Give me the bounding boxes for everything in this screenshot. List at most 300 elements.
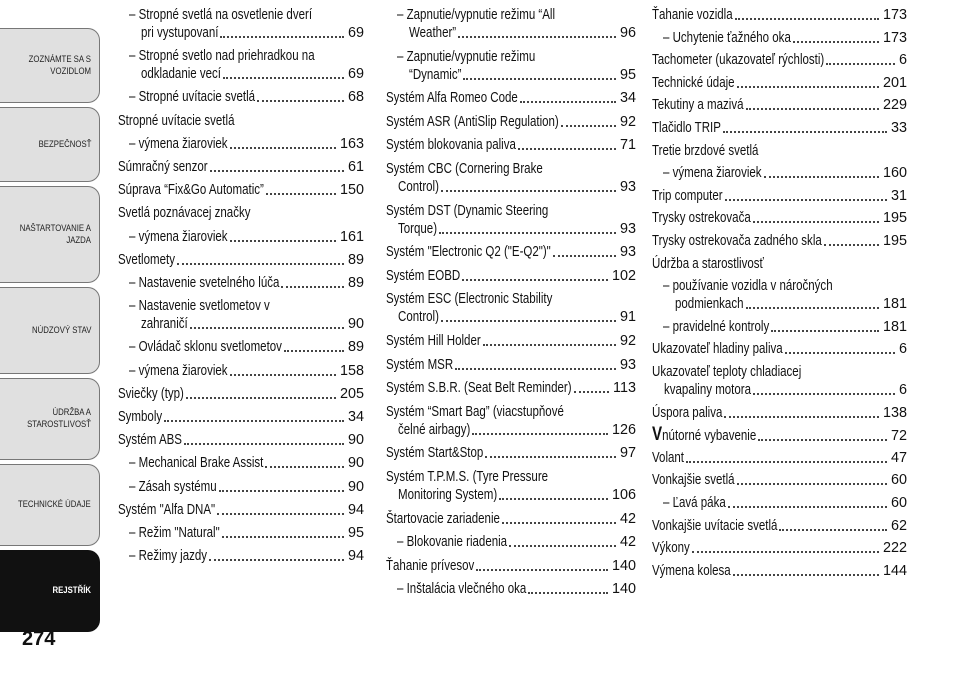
entry-line — [118, 297, 364, 315]
tab-label: TECHNICKÉ ÚDAJE — [18, 499, 91, 510]
entry-text: – Stropné uvítacie svetlá — [129, 89, 256, 106]
page-ref[interactable]: 71 — [619, 137, 636, 154]
entry-line — [652, 187, 907, 205]
page-ref[interactable]: 195 — [882, 233, 907, 249]
entry-text: – výmena žiaroviek — [129, 135, 228, 152]
entry-text: Systém “Smart Bag” (viacstupňové — [386, 403, 564, 420]
page-ref[interactable]: 31 — [890, 187, 907, 204]
entry-line — [118, 478, 364, 496]
index-entry — [118, 297, 364, 333]
page-ref[interactable]: 89 — [347, 251, 364, 268]
entry-text: – Stropné svetlo nad priehradkou na — [129, 48, 315, 65]
entry-line — [652, 119, 907, 137]
entry-text: Svetlomety — [118, 251, 175, 268]
page-ref[interactable]: 106 — [611, 487, 636, 503]
page-ref[interactable]: 90 — [347, 316, 364, 333]
page-ref[interactable]: 97 — [619, 445, 636, 462]
page-ref[interactable]: 94 — [347, 548, 364, 565]
tab-label: BEZPEČNOSŤ — [38, 138, 91, 150]
page-ref[interactable]: 93 — [619, 179, 636, 195]
entry-text: Monitoring System) — [398, 487, 498, 503]
leader-dots — [217, 513, 344, 515]
entry-line — [118, 181, 364, 199]
leader-dots — [502, 522, 616, 524]
entry-line — [652, 277, 907, 295]
entry-text: Údržba a starostlivosť — [652, 255, 764, 272]
entry-line — [652, 255, 907, 273]
leader-dots — [462, 279, 608, 281]
entry-line — [118, 408, 364, 426]
page-ref[interactable]: 90 — [347, 455, 364, 472]
leader-dots — [746, 307, 879, 309]
leader-dots — [779, 529, 887, 531]
entry-line — [652, 164, 907, 182]
index-entry — [386, 6, 636, 42]
leader-dots — [441, 190, 616, 192]
entry-text: – Zásah systému — [129, 478, 217, 495]
entry-line — [652, 209, 907, 227]
leader-dots — [284, 350, 344, 352]
leader-dots — [826, 63, 895, 65]
leader-dots — [561, 125, 616, 127]
entry-line — [652, 142, 907, 160]
index-entry — [386, 243, 636, 261]
entry-text: – Nastavenie svetelného lúča — [129, 275, 280, 291]
page-ref[interactable]: 93 — [619, 356, 636, 373]
entry-line — [386, 308, 636, 326]
index-entry — [652, 562, 907, 580]
entry-line — [652, 232, 907, 250]
index-entry — [118, 47, 364, 83]
entry-text: Vonkajšie svetlá — [652, 472, 735, 489]
tab-safety[interactable] — [0, 107, 100, 182]
leader-dots — [686, 461, 887, 463]
entry-text: – Blokovanie riadenia — [397, 534, 508, 551]
page-ref[interactable]: 126 — [611, 421, 636, 438]
index-entry — [652, 318, 907, 336]
index-entry — [386, 510, 636, 528]
entry-text: Ťahanie vozidla — [652, 7, 733, 23]
index-entry — [118, 274, 364, 292]
entry-text: Tekutiny a mazivá — [652, 97, 744, 114]
page-ref[interactable]: 60 — [890, 495, 907, 511]
entry-line — [652, 449, 907, 467]
page-ref[interactable]: 181 — [882, 296, 907, 313]
entry-text: Systém S.B.R. (Seat Belt Reminder) — [386, 380, 572, 397]
entry-text: Systém "Alfa DNA" — [118, 501, 216, 518]
leader-dots — [222, 536, 344, 538]
leader-dots — [764, 176, 879, 178]
entry-text: Tretie brzdové svetlá — [652, 142, 759, 159]
entry-line — [652, 6, 907, 24]
leader-dots — [265, 466, 344, 468]
page-ref[interactable]: 95 — [347, 525, 364, 541]
page-ref[interactable]: 6 — [898, 341, 907, 358]
entry-text: Control) — [398, 309, 439, 326]
page-ref[interactable]: 47 — [890, 449, 907, 466]
leader-dots — [737, 86, 879, 88]
entry-text: Technické údaje — [652, 74, 735, 91]
index-entry — [386, 160, 636, 196]
page-ref[interactable]: 181 — [882, 318, 907, 335]
entry-line — [118, 88, 364, 106]
leader-dots — [724, 416, 879, 418]
tab-technical-data[interactable] — [0, 464, 100, 546]
index-entry — [118, 478, 364, 496]
page-ref[interactable]: 61 — [347, 159, 364, 175]
entry-line — [652, 363, 907, 381]
section-tabs — [0, 0, 104, 686]
entry-text: – výmena žiaroviek — [129, 362, 228, 379]
index-entry — [652, 96, 907, 114]
page-ref[interactable]: 158 — [339, 362, 364, 379]
index-entry — [386, 267, 636, 285]
entry-text: Systém ESC (Electronic Stability — [386, 291, 553, 308]
entry-text: Systém "Electronic Q2 ("E-Q2")" — [386, 244, 551, 261]
leader-dots — [725, 199, 887, 201]
index-entry — [386, 403, 636, 439]
page-ref[interactable]: 90 — [347, 478, 364, 495]
page-ref[interactable]: 33 — [890, 120, 907, 136]
entry-text: Systém ABS — [118, 432, 182, 449]
leader-dots — [210, 170, 344, 172]
entry-line — [652, 517, 907, 535]
page-number: 274 — [22, 628, 56, 650]
page-ref[interactable]: 68 — [347, 89, 364, 106]
entry-text: Súmračný senzor — [118, 159, 208, 175]
index-entry — [386, 332, 636, 350]
entry-line — [118, 158, 364, 176]
leader-dots — [220, 36, 344, 38]
tab-label: ZOZNÁMTE SA S VOZIDLOM — [28, 53, 92, 77]
index-entry — [652, 471, 907, 489]
index-entry — [652, 74, 907, 92]
entry-line — [386, 468, 636, 486]
page-ref[interactable]: 92 — [619, 333, 636, 349]
index-entry — [386, 533, 636, 551]
entry-text: zahraničí — [141, 316, 188, 333]
page-ref[interactable]: 34 — [347, 409, 364, 425]
entry-line — [118, 385, 364, 403]
index-entry — [118, 338, 364, 356]
entry-line — [118, 524, 364, 542]
leader-dots — [230, 374, 336, 376]
entry-line — [118, 251, 364, 269]
entry-line — [652, 74, 907, 92]
index-entry — [386, 580, 636, 598]
entry-text: Trysky ostrekovača zadného skla — [652, 233, 822, 249]
leader-dots — [184, 443, 344, 445]
entry-text: – Mechanical Brake Assist — [129, 455, 264, 472]
page-ref[interactable]: 62 — [890, 517, 907, 534]
page-ref[interactable]: 102 — [611, 267, 636, 284]
index-entry — [652, 6, 907, 24]
entry-line — [386, 220, 636, 238]
entry-text: Súprava “Fix&Go Automatic” — [118, 182, 264, 199]
entry-line — [118, 135, 364, 153]
entry-line — [386, 160, 636, 178]
entry-line — [386, 136, 636, 154]
entry-line — [652, 539, 907, 557]
leader-dots — [509, 545, 616, 547]
index-entry — [118, 228, 364, 246]
leader-dots — [692, 551, 879, 553]
page-ref[interactable]: 173 — [882, 29, 907, 46]
entry-line — [386, 557, 636, 575]
page-ref[interactable]: 113 — [613, 380, 636, 397]
entry-line — [386, 379, 636, 397]
entry-text: – Inštalácia vlečného oka — [397, 581, 527, 598]
leader-dots — [499, 498, 608, 500]
index-entry — [118, 6, 364, 42]
leader-dots — [186, 397, 336, 399]
leader-dots — [746, 108, 879, 110]
tab-vehicle[interactable] — [0, 28, 100, 103]
page-ref[interactable]: 42 — [619, 534, 636, 551]
entry-line — [386, 356, 636, 374]
entry-line — [118, 431, 364, 449]
entry-text: – výmena žiaroviek — [663, 165, 762, 182]
tab-starting-driving[interactable] — [0, 186, 100, 283]
entry-text: Systém ASR (AntiSlip Regulation) — [386, 113, 559, 130]
index-entry — [652, 232, 907, 250]
leader-dots — [735, 18, 879, 20]
leader-dots — [257, 100, 344, 102]
entry-text: – Nastavenie svetlometov v — [129, 298, 270, 315]
entry-line — [386, 24, 636, 42]
page-ref[interactable]: 138 — [882, 404, 907, 421]
leader-dots — [455, 368, 616, 370]
entry-text: – pravidelné kontroly — [663, 318, 770, 335]
entry-line — [386, 403, 636, 421]
leader-dots — [219, 490, 344, 492]
entry-text: – Zapnutie/vypnutie režimu “All — [397, 7, 556, 23]
entry-text: “Dynamic” — [409, 66, 462, 83]
entry-line — [652, 562, 907, 580]
index-entry — [652, 119, 907, 137]
entry-text: Systém blokovania paliva — [386, 137, 516, 154]
leader-dots — [281, 286, 344, 288]
entry-text: Tachometer (ukazovateľ rýchlosti) — [652, 52, 825, 69]
entry-text: Štartovacie zariadenie — [386, 510, 500, 527]
index-entry — [118, 547, 364, 565]
entry-text: pri vystupovaní — [141, 25, 219, 41]
entry-text: Ukazovateľ hladiny paliva — [652, 341, 783, 358]
entry-line — [652, 340, 907, 358]
page-ref[interactable]: 6 — [898, 52, 907, 69]
leader-dots — [723, 131, 887, 133]
index-entry — [652, 340, 907, 358]
entry-text: Systém T.P.M.S. (Tyre Pressure — [386, 469, 549, 485]
leader-dots — [458, 36, 616, 38]
leader-dots — [753, 221, 879, 223]
entry-text: – používanie vozidla v náročných — [663, 278, 833, 295]
index-entry — [118, 112, 364, 130]
index-entry — [118, 251, 364, 269]
tab-maintenance[interactable] — [0, 378, 100, 460]
entry-line — [118, 315, 364, 333]
page-ref[interactable]: 161 — [339, 228, 364, 245]
page-ref[interactable]: 92 — [619, 113, 636, 130]
page-ref[interactable]: 72 — [890, 428, 907, 445]
page-ref[interactable]: 91 — [619, 309, 636, 326]
index-entry — [386, 444, 636, 462]
entry-line — [652, 381, 907, 399]
entry-line — [386, 486, 636, 504]
entry-text: Weather” — [409, 25, 457, 41]
leader-dots — [164, 420, 344, 422]
entry-line — [386, 533, 636, 551]
entry-line — [652, 404, 907, 422]
tab-index[interactable] — [0, 550, 100, 632]
entry-text: – Ľavá páka — [663, 495, 726, 511]
entry-line — [652, 318, 907, 336]
page-ref[interactable]: 96 — [619, 25, 636, 41]
index-entry — [386, 290, 636, 326]
entry-line — [386, 113, 636, 131]
entry-line — [386, 243, 636, 261]
entry-text: Svetlá poznávacej značky — [118, 205, 251, 222]
index-entry — [652, 29, 907, 47]
leader-dots — [520, 101, 616, 103]
entry-line — [386, 89, 636, 107]
entry-line — [652, 295, 907, 313]
entry-text: Systém DST (Dynamic Steering — [386, 202, 549, 219]
page-ref[interactable]: 229 — [882, 97, 907, 114]
page-ref[interactable]: 222 — [882, 540, 907, 557]
leader-dots — [223, 77, 344, 79]
page-ref[interactable]: 89 — [347, 275, 364, 291]
entry-text: Systém MSR — [386, 356, 454, 373]
tab-emergency[interactable] — [0, 287, 100, 374]
page-ref[interactable]: 173 — [882, 7, 907, 23]
tab-label: NAŠTARTOVANIE A JAZDA — [19, 222, 92, 246]
page-ref[interactable]: 205 — [339, 385, 364, 402]
page-ref[interactable]: 160 — [882, 165, 907, 182]
page-ref[interactable]: 69 — [347, 66, 364, 83]
leader-dots — [485, 456, 616, 458]
index-entry — [118, 88, 364, 106]
page-ref[interactable]: 144 — [882, 562, 907, 579]
entry-line — [118, 501, 364, 519]
leader-dots — [463, 78, 616, 80]
index-entry — [118, 501, 364, 519]
leader-dots — [574, 391, 609, 393]
entry-line — [386, 290, 636, 308]
entry-text: Systém Alfa Romeo Code — [386, 90, 518, 107]
entry-line — [118, 6, 364, 24]
entry-text: – Zapnutie/vypnutie režimu — [397, 48, 536, 65]
index-entry — [386, 379, 636, 397]
page-ref[interactable]: 6 — [898, 382, 907, 398]
index-entry — [652, 426, 907, 445]
leader-dots — [785, 352, 895, 354]
entry-line — [386, 48, 636, 66]
page-ref[interactable]: 90 — [347, 432, 364, 449]
page-ref[interactable]: 163 — [339, 135, 364, 152]
entry-text: Výkony — [652, 540, 690, 557]
index-entry — [652, 517, 907, 535]
page-ref[interactable]: 140 — [611, 581, 636, 598]
tab-label: ÚDRŽBA A STAROSTLIVOSŤ — [27, 407, 91, 430]
index-entry — [118, 158, 364, 176]
index-entry — [118, 135, 364, 153]
leader-dots — [758, 439, 887, 441]
index-entry — [118, 204, 364, 222]
leader-dots — [441, 320, 616, 322]
entry-text: Systém Hill Holder — [386, 333, 481, 349]
entry-text: Tlačidlo TRIP — [652, 120, 721, 136]
page-ref[interactable]: 69 — [347, 25, 364, 41]
leader-dots — [771, 330, 879, 332]
leader-dots — [230, 147, 336, 149]
entry-line — [386, 510, 636, 528]
leader-dots — [728, 506, 887, 508]
index-entry — [652, 277, 907, 313]
index-entry — [118, 431, 364, 449]
entry-text: Ukazovateľ teploty chladiacej — [652, 364, 802, 380]
index-entry — [118, 181, 364, 199]
entry-line — [386, 444, 636, 462]
index-entry — [118, 454, 364, 472]
page-ref[interactable]: 201 — [882, 74, 907, 91]
entry-text: Systém EOBD — [386, 267, 461, 284]
entry-text: Výmena kolesa — [652, 562, 731, 579]
entry-line — [118, 204, 364, 222]
entry-line — [118, 228, 364, 246]
page-ref[interactable]: 195 — [882, 210, 907, 227]
leader-dots — [528, 592, 608, 594]
index-entry — [118, 524, 364, 542]
entry-line — [386, 6, 636, 24]
index-entry — [652, 187, 907, 205]
entry-text: kvapaliny motora — [664, 382, 752, 398]
tab-label: REJSTŘÍK — [52, 585, 91, 596]
leader-dots — [266, 193, 336, 195]
entry-line — [118, 112, 364, 130]
page-ref[interactable]: 150 — [339, 182, 364, 199]
page-ref[interactable]: 93 — [619, 244, 636, 261]
entry-line — [118, 454, 364, 472]
entry-line — [652, 471, 907, 489]
entry-line — [118, 547, 364, 565]
entry-line — [118, 47, 364, 65]
index-entry — [118, 362, 364, 380]
index-entry — [652, 363, 907, 399]
page-ref[interactable]: 34 — [619, 90, 636, 107]
page-ref[interactable]: 60 — [890, 472, 907, 489]
entry-text: Vonkajšie uvítacie svetlá — [652, 517, 778, 534]
page-ref[interactable]: 95 — [619, 66, 636, 83]
entry-text: podmienkach — [675, 296, 744, 313]
entry-text: čelné airbagy) — [398, 421, 471, 438]
index-entry — [652, 494, 907, 512]
entry-text: Systém Start&Stop — [386, 445, 484, 462]
page-ref[interactable]: 93 — [619, 220, 636, 237]
leader-dots — [209, 559, 344, 561]
page-ref[interactable]: 94 — [347, 501, 364, 518]
index-entry — [386, 89, 636, 107]
index-entry — [386, 113, 636, 131]
entry-line — [652, 426, 907, 445]
page-ref[interactable]: 140 — [611, 557, 636, 574]
page-ref[interactable]: 42 — [619, 510, 636, 527]
index-entry — [652, 539, 907, 557]
entry-line — [652, 494, 907, 512]
page-ref[interactable]: 89 — [347, 339, 364, 356]
entry-text: – Stropné svetlá na osvetlenie dverí — [129, 7, 313, 23]
index-entry — [652, 51, 907, 69]
